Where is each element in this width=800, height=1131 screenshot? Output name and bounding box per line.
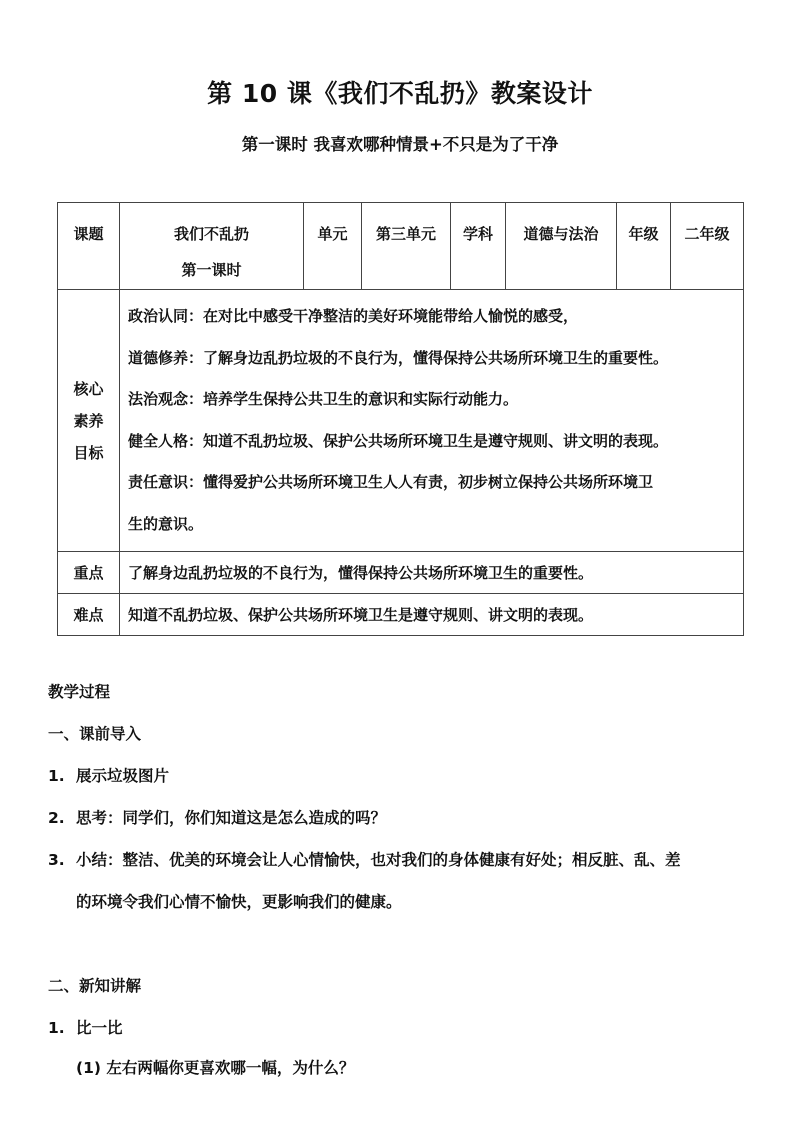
core-goal-item: 生的意识。 [128, 514, 204, 533]
list-item: 1. 展示垃圾图片 [48, 767, 170, 785]
difficulty-row [58, 594, 744, 636]
subject-label: 学科 [462, 225, 493, 243]
core-goal-item: 道德修养：了解身边乱扔垃圾的不良行为，懂得保持公共场所环境卫生的重要性。 [128, 348, 669, 367]
process-heading: 教学过程 [48, 683, 111, 701]
core-goals-label: 核心 素养 目标 [58, 290, 120, 552]
lesson-info-table [57, 202, 744, 636]
unit-value: 第三单元 [375, 225, 436, 243]
core-goal-item: 健全人格：知道不乱扔垃圾、保护公共场所环境卫生是遵守规则、讲文明的表现。 [128, 431, 669, 450]
topic-value-line-2: 第一课时 [181, 261, 242, 279]
grade-label: 年级 [628, 225, 659, 243]
list-item: 2. 思考：同学们，你们知道这是怎么造成的吗？ [48, 809, 387, 827]
core-goal-item: 责任意识：懂得爱护公共场所环境卫生人人有责，初步树立保持公共场所环境卫 [128, 473, 654, 491]
document-title: 第 10 课《我们不乱扔》教案设计 [207, 79, 593, 108]
difficulty-content: 知道不乱扔垃圾、保护公共场所环境卫生是遵守规则、讲文明的表现。 [120, 594, 744, 636]
core-goals-row [58, 290, 744, 552]
sub-item: (1) 左右两幅你更喜欢哪一幅，为什么？ [76, 1059, 355, 1077]
key-point-content: 了解身边乱扔垃圾的不良行为，懂得保持公共场所环境卫生的重要性。 [120, 552, 744, 594]
key-point-row [58, 552, 744, 594]
topic-label: 课题 [73, 225, 104, 243]
key-point-label: 重点 [58, 552, 120, 594]
unit-label: 单元 [317, 225, 348, 243]
topic-value-line-1: 我们不乱扔 [173, 225, 249, 243]
part1-heading: 一、课前导入 [48, 725, 142, 743]
list-item-continuation: 的环境令我们心情不愉快，更影响我们的健康。 [76, 893, 402, 911]
list-item: 1. 比一比 [48, 1019, 123, 1037]
core-goals-content [120, 290, 744, 552]
table-header-row [58, 203, 744, 290]
part2-heading: 二、新知讲解 [48, 977, 142, 995]
topic-value [120, 203, 303, 288]
core-goal-item: 法治观念：培养学生保持公共卫生的意识和实际行动能力。 [128, 390, 519, 408]
core-goal-item: 政治认同：在对比中感受干净整洁的美好环境能带给人愉悦的感受， [128, 307, 579, 325]
difficulty-label: 难点 [58, 594, 120, 636]
subject-value: 道德与法治 [523, 225, 599, 243]
grade-value: 二年级 [684, 225, 730, 243]
lesson-subtitle: 第一课时 我喜欢哪种情景+不只是为了干净 [241, 135, 559, 154]
list-item: 3. 小结：整洁、优美的环境会让人心情愉快，也对我们的身体健康有好处；相反脏、乱、差 [48, 851, 681, 869]
